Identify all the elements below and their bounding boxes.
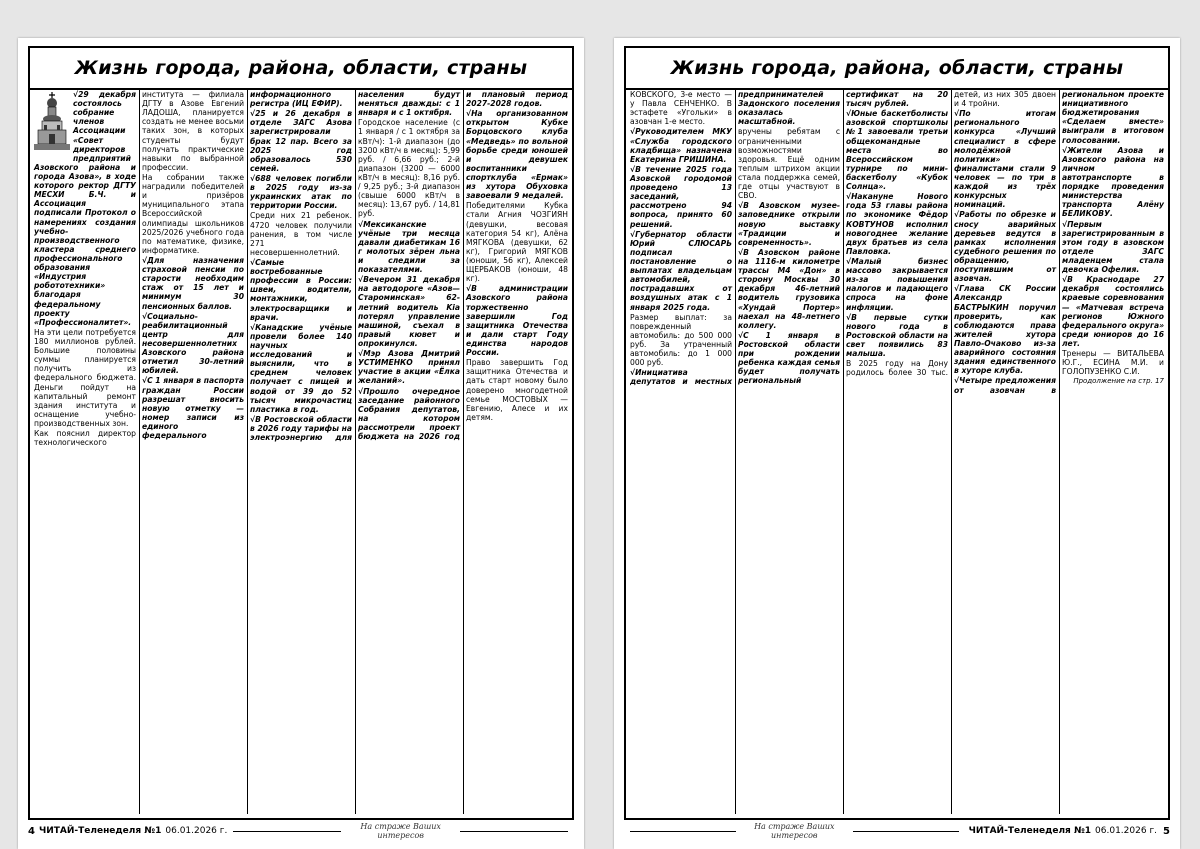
article-lead-paragraph: √Работы по обрезке и сносу аварийных деревьев ведутся в рамках исполнения судебного решения по обращению, поступившим от азовчан.	[954, 210, 1056, 284]
left-footer-rule-2	[460, 831, 568, 832]
left-page-header	[30, 48, 572, 90]
left-article-columns	[34, 90, 568, 814]
left-footer-rule	[233, 831, 341, 832]
article-paragraph: Победителями Кубка стали Агния ЧОЗГИЯН (девушки, весовая категория 54 кг), Алёна МЯГКОВА (девушки, 62 кг), Григорий МЯГКОВ (юноши, 56 кг), Алексей ЩЕРБАКОВ (юноши, 48 кг).	[466, 201, 568, 284]
article-lead-paragraph: √688 человек погибли в 2025 году из-за украинских атак по территории России.	[250, 173, 352, 211]
article-paragraph: вручены ребятам с ограниченными возможностями здоровья. Ещё одним теплым штрихом акции стала поддержка семей, где отцы участвуют в СВО.	[738, 127, 840, 201]
article-lead-paragraph: √В Азовском районе на 1116-м километре трассы М4 «Дон» в сторону Москвы 30 декабря 46-летний водитель грузовика «Хундай Портер» наехал на 48-летнего коллегу.	[738, 247, 840, 330]
right-page-number: 5	[1163, 825, 1170, 837]
article-paragraph: Городское население (с 1 января / с 1 октября за кВт/ч): 1-й диапазон (до 3200 кВт/ч в месяц): 5,99 руб. / 6,66 руб.; 2-й диапазон (3200 — 6000 кВт/ч в месяц): 8,16 руб. / 9,25 руб.; 3-й диапазон (свыше 6000 кВт/ч в месяц): 13,67 руб. / 14,81 руб.	[358, 118, 460, 219]
article-paragraph: В 2025 году на Дону родилось более 30 тыс. детей, из них 305 двоен и 4 тройни.	[846, 90, 1056, 378]
article-lead-paragraph: √Губернатор области Юрий СЛЮСАРЬ подписал постановление о выплатах владельцам автомобилей, пострадавших от воздушных атак с 1 января 2025 года.	[630, 229, 732, 312]
article-lead-paragraph: √Социально-реабилитационный центр для несовершеннолетних Азовского района отметил 30-летний юбилей.	[142, 311, 244, 376]
article-lead-paragraph: √В администрации Азовского района торжественно завершили Год защитника Отечества и дали старт Году единства народов России.	[466, 284, 568, 358]
left-page-number: 4	[28, 825, 35, 837]
article-lead-paragraph: √На организованном открытом Кубке Борцовского клуба «Медведь» по вольной борьбе среди юношей и девушек воспитанники спортклуба «Ермак» из хутора Обуховка завоевали 9 медалей.	[466, 109, 568, 201]
left-page-title: Жизнь города, района, области, страны	[74, 57, 528, 79]
left-page-frame	[28, 46, 574, 820]
right-publication-name: ЧИТАЙ-Теленеделя №1	[968, 826, 1092, 836]
right-article-columns	[630, 90, 1164, 814]
right-page	[614, 38, 1180, 849]
article-lead-paragraph: √В первые сутки нового года в Ростовской области на свет появились 83 малыша.	[846, 312, 948, 359]
article-lead-paragraph: √По итогам регионального конкурса «Лучший специалист в сфере молодёжной политики» финалистами стали 9 человек — по три в каждой из трёх конкурсных номинаций.	[954, 109, 1056, 210]
article-lead-paragraph: √Первым зарегистрированным в этом году в азовском отделе ЗАГС младенцем стала девочка Офелия.	[1062, 219, 1164, 275]
article-lead-paragraph: √В Азовском музее-заповеднике открыли новую выставку «Традиции и современность».	[738, 201, 840, 247]
left-page	[18, 38, 584, 849]
article-lead-paragraph: √Малый бизнес массово закрывается из-за повышения налогов и падающего спроса на фоне инфляции.	[846, 256, 948, 312]
left-page-footer	[28, 823, 574, 839]
article-paragraph: Размер выплат: за поврежденный автомобиль: до 500 000 руб. За утраченный автомобиль: до 1 000 000 руб.	[630, 312, 732, 368]
article-lead-paragraph: √В течение 2025 года Азовской городомой проведено 13 заседаний, рассмотрено 94 вопроса, принято 60 решений.	[630, 164, 732, 229]
article-paragraph: Как пояснил директор технологического института — филиала ДГТУ в Азове Евгений ЛАДОША, планируется создать не менее восьми таких зон, в которых студенты будут получать практические навыки по выбранной профессии.	[34, 90, 244, 448]
article-lead-paragraph: √С 1 января в паспорта граждан России разрешат вносить новую отметку — номер записи из единого федерального информационного регистра (ИЦ ЕФИР).	[142, 90, 343, 441]
article-paragraph: Продолжение на стр. 17	[1073, 377, 1164, 386]
right-paragraph-list	[630, 90, 1164, 395]
right-issue-date: 06.01.2026 г.	[1095, 826, 1158, 836]
article-lead-paragraph: √29 декабря состоялось собрание членов Ассоциации «Совет директоров предприятий Азовского района и города Азова», в ходе которого ректор ДГТУ МЕСХИ Б.Ч. и Ассоциация подписали Протокол о намерениях создания учебно-производственного кластера среднего профессионального образования «Индустрия робототехники» благодаря федеральному проекту «Профессионалитет».	[34, 90, 136, 327]
article-lead-paragraph: √Канадские учёные провели более 140 научных исследований и выяснили, что в среднем человек получает с пищей и водой от 39 до 52 тысяч микрочастиц пластика в год.	[250, 322, 352, 414]
church-illustration-icon	[34, 90, 70, 154]
article-lead-paragraph: √Для назначения страховой пенсии по старости необходим стаж от 15 лет и минимум 30 пенсионных баллов.	[142, 255, 244, 311]
article-paragraph: Право завершить Год защитника Отечества и дать старт новому было доверено многодетной семье МОСТОВЫХ — Евгению, Алесе и их детям.	[466, 358, 568, 422]
article-lead-paragraph: √Жители Азова и Азовского района на личном автотранспорте в порядке проведения министерства транспорта Алёну БЕЛИКОВУ.	[1062, 145, 1164, 219]
left-issue-date: 06.01.2026 г.	[165, 826, 228, 836]
article-lead-paragraph: √Прошло очередное заседание районного Собрания депутатов, на котором рассмотрели проект бюджета на 2026 год и плановый период 2027-2028 годов.	[358, 90, 568, 442]
article-lead-paragraph: √25 и 26 декабря в отделе ЗАГС Азова зарегистрировали брак 12 пар. Всего за 2025 год образовалось 530 семей.	[250, 109, 352, 173]
article-paragraph: Среди них 21 ребенок. 4720 человек получили ранения, в том числе 271 несовершеннолетний.	[250, 211, 352, 257]
article-lead-paragraph: √Инициатива депутатов и местных предпринимателей Задонского поселения оказалась масштабной.	[630, 90, 840, 387]
article-lead-paragraph: √Глава СК России Александр БАСТРЫКИН поручил проверить, как соблюдаются права жителей хутора Павло-Очаково из-за аварийного состояния здания единственного в хуторе клуба.	[954, 284, 1056, 376]
article-lead-paragraph: √Самые востребованные профессии в России: швеи, водители, монтажники, электросварщики и врачи.	[250, 257, 352, 322]
article-lead-paragraph: √Мексиканские учёные три месяца давали диабетикам 16 г молотых зёрен льна и следили за показателями.	[358, 219, 460, 275]
right-footer-rule-2	[853, 831, 959, 832]
article-lead-paragraph: √Вечером 31 декабря на автодороге «Азов—Староминская» 62-летний водитель Kia потерял управление машиной, съехал в правый кювет и опрокинулся.	[358, 275, 460, 348]
article-lead-paragraph: √Накануне Нового года 53 главы района по экономике Фёдор КОВТУНОВ исполнил новогоднее желание двух братьев из села Павловка.	[846, 192, 948, 256]
left-footer-slogan: На страже Ваших интересов	[360, 822, 441, 840]
article-paragraph: На эти цели потребуется 180 миллионов рублей. Большие половины суммы планируется получить из федерального бюджета. Деньги пойдут на капитальный ремонт здания института и оснащение учебно-производственных зон.	[34, 327, 136, 428]
left-publication-name: ЧИТАЙ-Теленеделя №1	[38, 826, 162, 836]
article-lead-paragraph: √Юные баскетболисты азовской спортшколы №1 завоевали третьи общекомандные места во Всероссийском турнире по мини-баскетболу «Кубок Солнца».	[846, 109, 948, 192]
article-paragraph: КОВСКОГО, 3-е место — у Павла СЕНЧЕНКО. В эстафете «Угольки» в азовчан 1-е место.	[630, 90, 732, 127]
right-footer-slogan: На страже Ваших интересов	[754, 822, 835, 840]
article-lead-paragraph: √С 1 января в Ростовской области при рождении ребенка каждая семья будет получать региональный сертификат на 20 тысяч рублей.	[738, 90, 948, 386]
article-lead-paragraph: √Четыре предложения от азовчан в региональном проекте инициативного бюджетирования «Сделаем вместе» выиграли в итоговом голосовании.	[954, 90, 1164, 395]
left-paragraph-list	[34, 90, 568, 447]
right-footer-rule	[630, 831, 736, 832]
article-lead-paragraph: √В Ростовской области в 2026 году тарифы на электроэнергию для населения будут меняться дважды: с 1 января и с 1 октября.	[250, 90, 460, 443]
article-paragraph: Тренеры — ВИТАЛЬЕВА Ю.Г., ЕСИНА М.И. и ГОЛОПУЗЕНКО С.И.	[1062, 349, 1164, 377]
right-page-title: Жизнь города, района, области, страны	[670, 57, 1124, 79]
article-lead-paragraph: √Руководителем МКУ «Служба городского кладбища» назначена Екатерина ГРИШИНА.	[630, 127, 732, 164]
right-page-header	[626, 48, 1168, 90]
article-lead-paragraph: √В Краснодаре 27 декабря состоялись краевые соревнования — «Матчевая встреча регионов Южного федерального округа» среди юниоров до 16 лет.	[1062, 275, 1164, 348]
right-page-footer	[624, 823, 1170, 839]
article-lead-paragraph: √Мэр Азова Дмитрий УСТИМЕНКО принял участие в акции «Ёлка желаний».	[358, 349, 460, 386]
article-paragraph: На собрании также наградили победителей и призёров муниципального этапа Всероссийской олимпиады школьников 2025/2026 учебного года по математике, физике, информатике.	[142, 172, 244, 255]
right-page-frame	[624, 46, 1170, 820]
